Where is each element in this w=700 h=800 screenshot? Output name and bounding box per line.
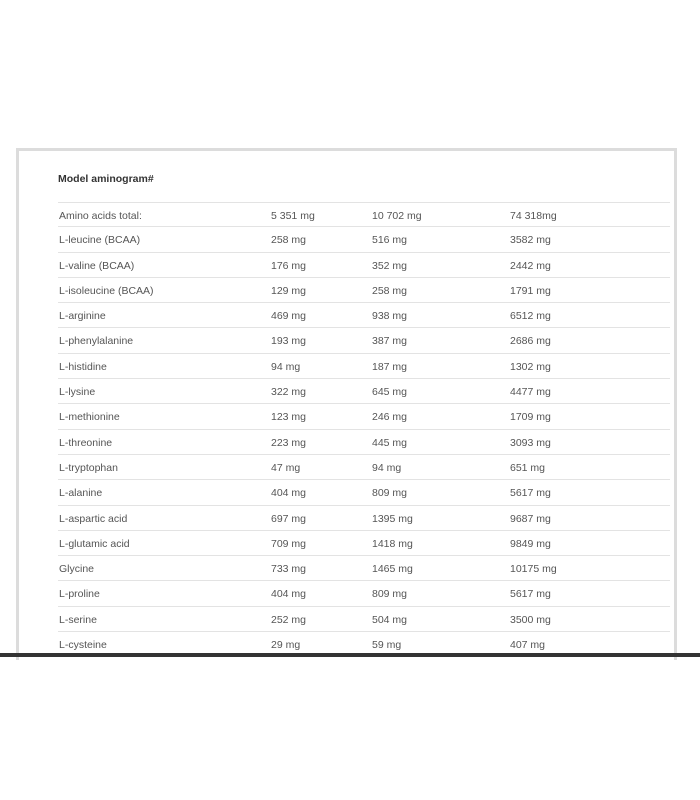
amount-cell: 407 mg	[510, 639, 546, 652]
amount-cell: 10 702 mg	[372, 210, 422, 222]
amount-cell: 9849 mg	[510, 537, 551, 550]
amount-cell: 3500 mg	[510, 613, 551, 626]
amount-cell: 809 mg	[372, 487, 408, 500]
amount-cell: 504 mg	[372, 613, 408, 626]
amount-cell: 10175 mg	[510, 563, 557, 576]
amount-cell: 123 mg	[271, 411, 307, 424]
amino-acid-name: L-methionine	[59, 411, 120, 424]
amount-cell: 94 mg	[271, 360, 301, 373]
amount-cell: 697 mg	[271, 512, 307, 525]
table-row	[58, 278, 670, 303]
amount-cell: 1465 mg	[372, 563, 413, 576]
amino-acid-name: L-phenylalanine	[59, 335, 134, 348]
amount-cell: 651 mg	[510, 461, 546, 474]
aminogram-panel	[16, 148, 677, 660]
amount-cell: 258 mg	[372, 284, 408, 297]
table-row	[58, 556, 670, 581]
table-row	[58, 303, 670, 328]
amount-cell: 176 mg	[271, 259, 307, 272]
table-row	[58, 404, 670, 429]
amount-cell: 223 mg	[271, 436, 307, 449]
table-row	[58, 379, 670, 404]
amount-cell: 938 mg	[372, 310, 408, 323]
amount-cell: 5617 mg	[510, 487, 551, 500]
amino-acid-name: L-proline	[59, 588, 100, 601]
amount-cell: 5 351 mg	[271, 210, 315, 222]
amino-acid-name: L-isoleucine (BCAA)	[59, 284, 154, 297]
amount-cell: 469 mg	[271, 310, 307, 323]
amount-cell: 387 mg	[372, 335, 408, 348]
amino-acid-name: L-cysteine	[59, 639, 107, 652]
amount-cell: 809 mg	[372, 588, 408, 601]
amino-acid-name: L-serine	[59, 613, 97, 626]
panel-title: Model aminogram#	[58, 173, 154, 185]
aminogram-table	[58, 202, 670, 657]
amount-cell: 1302 mg	[510, 360, 551, 373]
table-row	[58, 430, 670, 455]
table-row	[58, 531, 670, 556]
amount-cell: 733 mg	[271, 563, 307, 576]
amino-acid-name: L-histidine	[59, 360, 107, 373]
amount-cell: 1709 mg	[510, 411, 551, 424]
amount-cell: 404 mg	[271, 588, 307, 601]
amount-cell: 4477 mg	[510, 386, 551, 399]
amount-cell: 2686 mg	[510, 335, 551, 348]
amount-cell: 129 mg	[271, 284, 307, 297]
amount-cell: 29 mg	[271, 639, 301, 652]
amount-cell: 6512 mg	[510, 310, 551, 323]
amount-cell: 94 mg	[372, 461, 402, 474]
amount-cell: 1395 mg	[372, 512, 413, 525]
table-row	[58, 202, 670, 227]
amount-cell: 516 mg	[372, 234, 408, 247]
amino-acid-name: L-valine (BCAA)	[59, 259, 135, 272]
bottom-divider	[0, 653, 700, 657]
table-row	[58, 328, 670, 353]
amount-cell: 59 mg	[372, 639, 402, 652]
amino-acid-name: L-threonine	[59, 436, 113, 449]
amino-acid-name: L-alanine	[59, 487, 103, 500]
amino-acid-name: L-tryptophan	[59, 461, 118, 474]
table-row	[58, 607, 670, 632]
amount-cell: 252 mg	[271, 613, 307, 626]
amino-acid-name: L-leucine (BCAA)	[59, 234, 141, 247]
table-row	[58, 581, 670, 606]
amount-cell: 322 mg	[271, 386, 307, 399]
amount-cell: 258 mg	[271, 234, 307, 247]
amount-cell: 709 mg	[271, 537, 307, 550]
amount-cell: 187 mg	[372, 360, 408, 373]
table-row	[58, 480, 670, 505]
amount-cell: 1418 mg	[372, 537, 413, 550]
amino-acid-name: L-arginine	[59, 310, 106, 323]
amount-cell: 246 mg	[372, 411, 408, 424]
amount-cell: 1791 mg	[510, 284, 551, 297]
amino-acid-name: L-lysine	[59, 386, 96, 399]
amount-cell: 9687 mg	[510, 512, 551, 525]
amount-cell: 74 318mg	[510, 210, 557, 222]
table-row	[58, 455, 670, 480]
amount-cell: 193 mg	[271, 335, 307, 348]
table-row	[58, 354, 670, 379]
amount-cell: 47 mg	[271, 461, 301, 474]
amino-acid-name: Amino acids total:	[59, 210, 142, 222]
amount-cell: 645 mg	[372, 386, 408, 399]
amount-cell: 2442 mg	[510, 259, 551, 272]
table-row	[58, 506, 670, 531]
amount-cell: 5617 mg	[510, 588, 551, 601]
table-row	[58, 253, 670, 278]
amino-acid-name: Glycine	[59, 563, 95, 576]
amount-cell: 404 mg	[271, 487, 307, 500]
amino-acid-name: L-aspartic acid	[59, 512, 128, 525]
amount-cell: 445 mg	[372, 436, 408, 449]
amino-acid-name: L-glutamic acid	[59, 537, 130, 550]
amount-cell: 3093 mg	[510, 436, 551, 449]
table-row	[58, 227, 670, 252]
amount-cell: 3582 mg	[510, 234, 551, 247]
amount-cell: 352 mg	[372, 259, 408, 272]
